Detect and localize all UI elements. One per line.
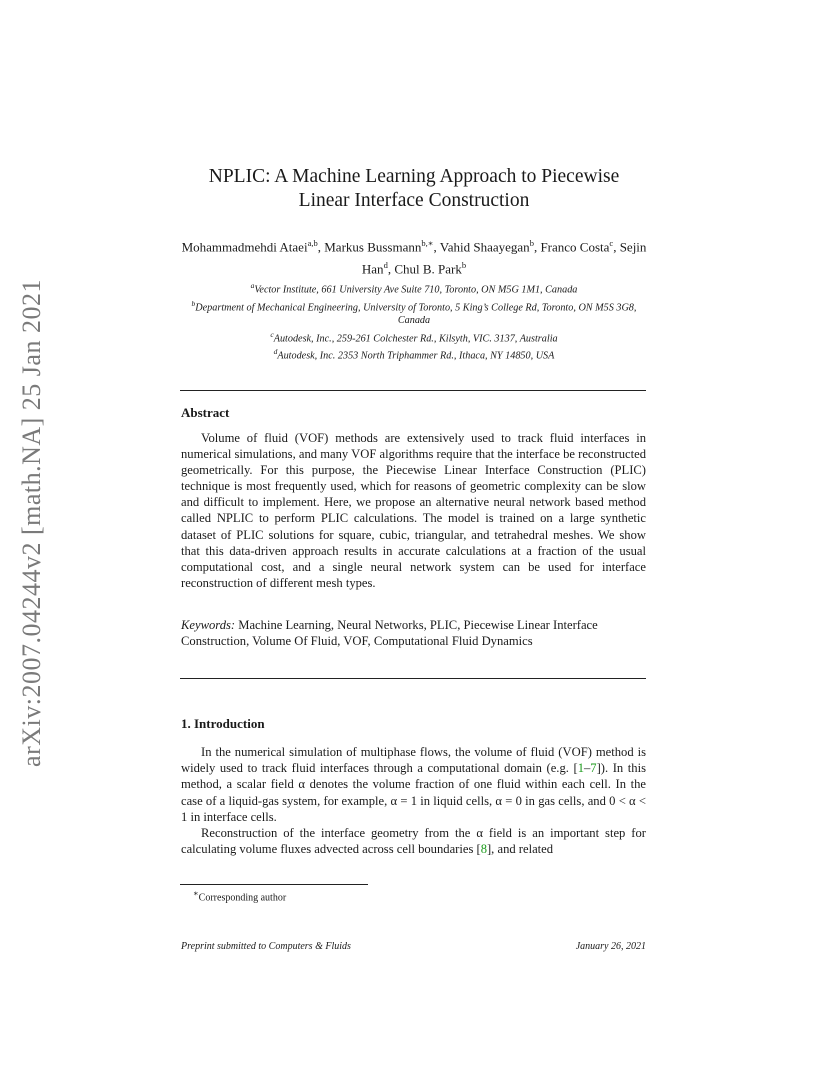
affiliation-mark: a bbox=[250, 281, 255, 290]
section-heading: 1. Introduction bbox=[181, 716, 265, 731]
paragraph: Reconstruction of the interface geometry from the α field is an important step for calculating volume fluxes advected across cell boundaries [8], and related bbox=[181, 826, 646, 857]
author-name: Franco Costa bbox=[540, 239, 610, 255]
affiliation-list bbox=[180, 279, 648, 363]
author-name: Sejin Han bbox=[361, 239, 647, 277]
abstract-body: Volume of fluid (VOF) methods are extensively used to track fluid interfaces in numerical simulations, and many VOF algorithms require that the interface be reconstructed geometrically. For this purpose, the Piecewise Linear Interface Construction (PLIC) technique is most frequently used, which for reasons of geometric complexity can be slow and difficult to implement. Here, we propose an alternative neural network based method called NPLIC to perform PLIC calculations. The model is trained on a large synthetic dataset of PLIC solutions for square, cubic, triangular, and tetrahedral meshes. We show that this data-driven approach results in accurate calculations at a fraction of the usual computational cost, and a single neural network system can be used for interface reconstruction of different mesh types. bbox=[181, 431, 646, 590]
author-affil-mark: a,b bbox=[307, 238, 318, 248]
footnote: ∗Corresponding author bbox=[193, 889, 287, 904]
paper-title bbox=[150, 165, 678, 213]
author-name: Vahid Shaayegan bbox=[439, 239, 530, 255]
author-affil-mark: d bbox=[383, 260, 388, 271]
citation-link[interactable]: 1 bbox=[577, 761, 584, 776]
author-name: Chul B. Park bbox=[394, 261, 462, 277]
arxiv-id: arXiv:2007.04244v2 [math.NA] 25 Jan 2021 bbox=[17, 278, 46, 767]
date: January 26, 2021 bbox=[575, 941, 646, 952]
journal-note: Preprint submitted to Computers & Fluids bbox=[181, 941, 351, 952]
affiliation-mark: c bbox=[270, 329, 274, 339]
author-affil-mark: b,∗ bbox=[421, 238, 434, 248]
keywords bbox=[181, 617, 646, 649]
affiliation-mark: d bbox=[273, 347, 278, 357]
author-affil-mark: c bbox=[609, 238, 614, 248]
affiliation-mark: b bbox=[191, 298, 196, 308]
title-line-1: NPLIC: A Machine Learning Approach to Piecewise bbox=[208, 166, 620, 187]
keywords-label: Keywords: bbox=[181, 618, 236, 632]
title-line-2: Linear Interface Construction bbox=[298, 190, 530, 211]
footnote-mark: ∗ bbox=[193, 889, 199, 898]
citation-link[interactable]: 7 bbox=[590, 761, 597, 776]
affiliation: $^b$Department of Mechanical Engineering, University of Toronto, 5 King’s College Rd, Toronto, ON M5S 3G8, Canada bbox=[191, 298, 637, 327]
abstract-heading: Abstract bbox=[181, 405, 230, 420]
footnote-rule bbox=[180, 884, 368, 885]
citation-link[interactable]: 8 bbox=[480, 842, 487, 857]
author-name: Markus Bussmann bbox=[324, 239, 422, 255]
abstract-bottom-rule bbox=[180, 678, 646, 679]
abstract-top-rule bbox=[180, 390, 646, 391]
affiliation: $^d$Autodesk, Inc. 2353 North Triphammer Rd., Ithaca, NY 14850, USA bbox=[273, 347, 555, 362]
author-name: Mohammadmehdi Ataei bbox=[181, 239, 308, 255]
author-list: Mohammadmehdi Ataei$^{a,b}$, Markus Bussmann$^{b,∗}$, Vahid Shaayegan$^b$, Franco Costa$^c$, Sejin Han$^d$, Chul B. Park$^b$ bbox=[181, 238, 647, 277]
keywords-text: Machine Learning, Neural Networks, PLIC, Piecewise Linear Interface Construction, Volume Of Fluid, VOF, Computational Fluid Dynamics bbox=[181, 618, 598, 649]
author-affil-mark: b bbox=[529, 238, 534, 248]
paragraph: In the numerical simulation of multiphase flows, the volume of fluid (VOF) method is widely used to track fluid interfaces through a computational domain (e.g. [1–7]). In this method, a scalar field α denotes the volume fraction of one fluid within each cell. In the case of a liquid-gas system, for example, α = 1 in liquid cells, α = 0 in gas cells, and 0 < α < 1 in interface cells. bbox=[181, 745, 646, 824]
author-affil-mark: b bbox=[461, 260, 467, 271]
affiliation: $^a$Vector Institute, 661 University Ave Suite 710, Toronto, ON M5G 1M1, Canada bbox=[250, 281, 578, 296]
introduction-body bbox=[181, 744, 646, 857]
affiliation: $^c$Autodesk, Inc., 259-261 Colchester Rd., Kilsyth, VIC. 3137, Australia bbox=[270, 329, 558, 345]
arxiv-sidebar bbox=[10, 270, 54, 775]
